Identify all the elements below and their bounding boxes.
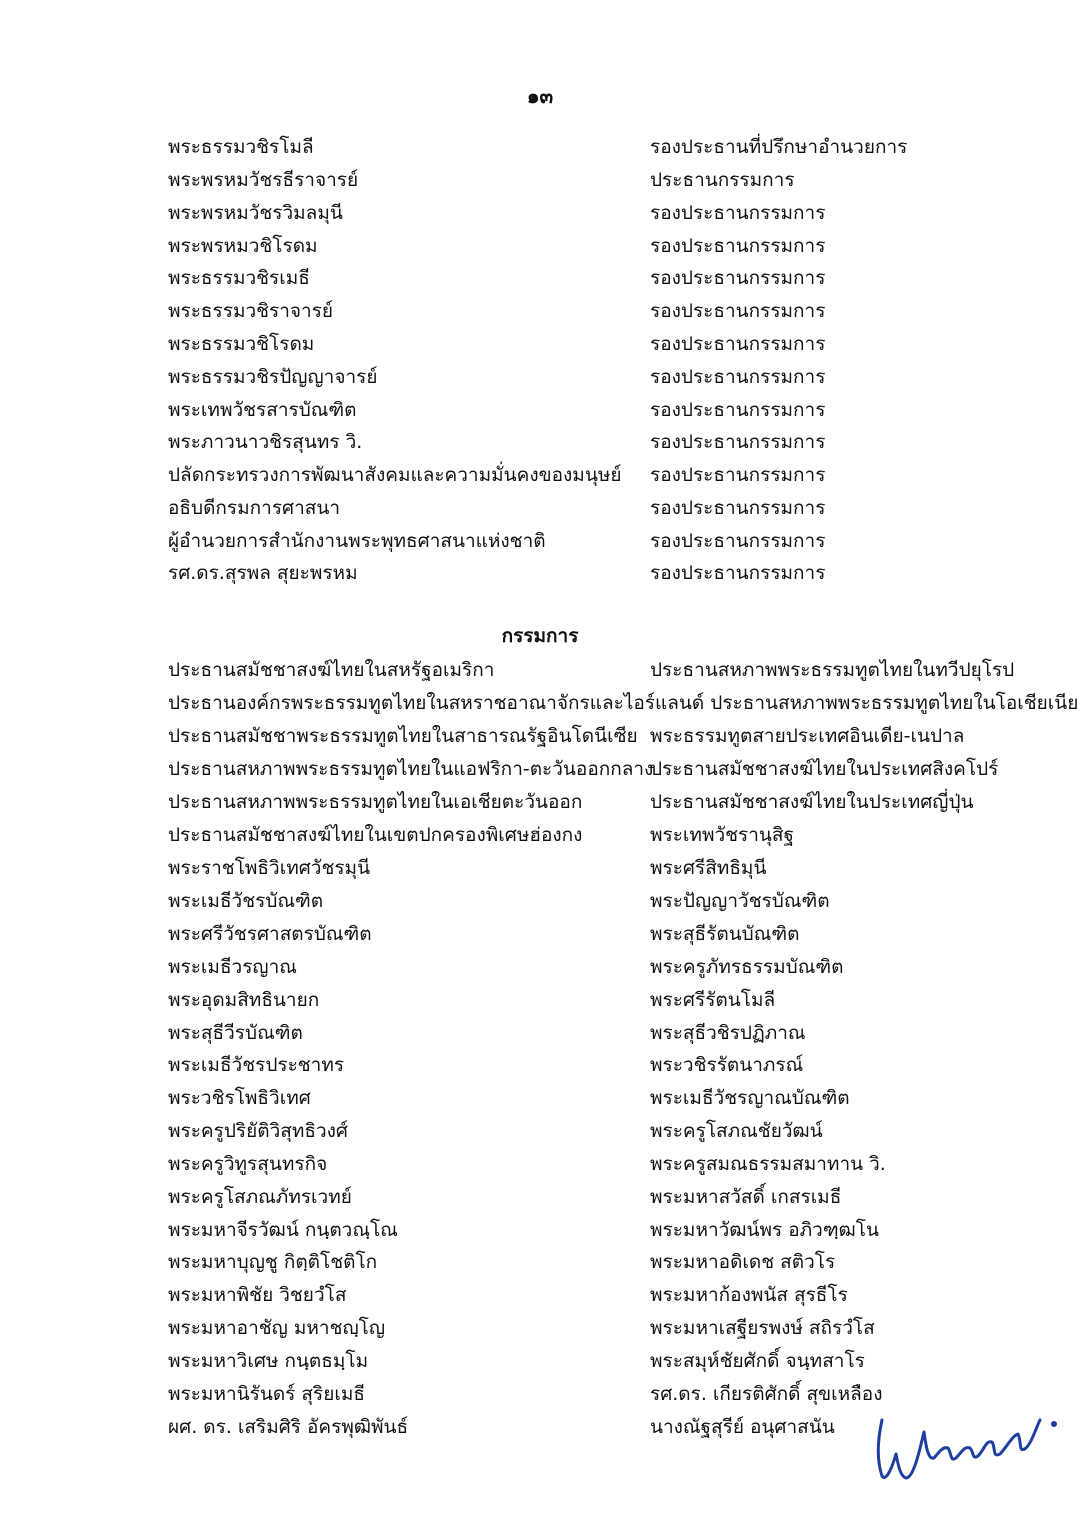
committee-member-right: พระสุธีวชิรปฏิภาณ — [650, 1022, 806, 1044]
leader-row — [168, 328, 1048, 361]
leader-name: พระพรหมวัชรวิมลมุนี — [168, 202, 343, 224]
committee-member-left: พระครูโสภณภัทรเวทย์ — [168, 1186, 352, 1208]
leader-name: พระธรรมวชิรปัญญาจารย์ — [168, 366, 378, 388]
committee-member-left: พระเมธีวรญาณ — [168, 956, 297, 978]
leader-row — [168, 394, 1048, 427]
committee-member-left: ประธานสหภาพพระธรรมทูตไทยในแอฟริกา-ตะวันออกกลาง — [168, 758, 654, 780]
committee-member-left: ประธานสหภาพพระธรรมทูตไทยในเอเชียตะวันออก — [168, 791, 583, 813]
leader-name: พระพรหมวชิโรดม — [168, 235, 318, 257]
committee-member-right: พระครูสมณธรรมสมาทาน วิ. — [650, 1153, 886, 1175]
committee-member-left: พระมหานิรันดร์ สุริยเมธี — [168, 1383, 365, 1405]
committee-member-left: พระมหาจีรวัฒน์ กนฺตวณฺโณ — [168, 1219, 398, 1241]
leader-name: อธิบดีกรมการศาสนา — [168, 497, 341, 519]
committee-member-right: ประธานสหภาพพระธรรมทูตไทยในทวีปยุโรป — [650, 659, 1015, 681]
page-number: ๑๓ — [526, 84, 554, 108]
committee-member-right: พระครูโสภณชัยวัฒน์ — [650, 1120, 823, 1142]
committee-member-right: นางณัฐสุรีย์ อนุศาสนัน — [650, 1416, 835, 1438]
leader-name: พระธรรมวชิราจารย์ — [168, 300, 334, 322]
committee-member-left: ประธานสมัชชาสงฆ์ไทยในเขตปกครองพิเศษฮ่องกง — [168, 824, 583, 846]
leader-row — [168, 525, 1048, 558]
committee-row — [168, 1017, 1048, 1050]
leader-row — [168, 361, 1048, 394]
committee-member-right: พระเทพวัชรานุสิฐ — [650, 824, 794, 846]
committee-heading: กรรมการ — [501, 625, 579, 647]
leader-name: พระพรหมวัชรธีราจารย์ — [168, 169, 359, 191]
committee-member-left: พระสุธีวีรบัณฑิต — [168, 1022, 303, 1044]
committee-member-left: ประธานสมัชชาสงฆ์ไทยในสหรัฐอเมริกา — [168, 659, 495, 681]
leader-role: รองประธานกรรมการ — [650, 300, 826, 322]
committee-row — [168, 918, 1048, 951]
leader-row — [168, 262, 1048, 295]
committee-row — [168, 819, 1048, 852]
leader-row — [168, 164, 1048, 197]
committee-row — [168, 786, 1048, 819]
leader-role: รองประธานกรรมการ — [650, 431, 826, 453]
committee-member-right: รศ.ดร. เกียรติศักดิ์ สุขเหลือง — [650, 1383, 883, 1405]
committee-member-left: พระวชิรโพธิวิเทศ — [168, 1087, 311, 1109]
committee-member-right: ประธานสมัชชาสงฆ์ไทยในประเทศญี่ปุ่น — [650, 791, 974, 813]
committee-row — [168, 951, 1048, 984]
leader-row — [168, 295, 1048, 328]
leader-row — [168, 557, 1048, 590]
committee-row — [168, 1312, 1048, 1345]
committee-member-right: พระเมธีวัชรญาณบัณฑิต — [650, 1087, 850, 1109]
committee-row — [168, 753, 1048, 786]
leader-row — [168, 131, 1048, 164]
leader-row — [168, 197, 1048, 230]
committee-member-left: พระมหาบุญชู กิตฺติโชติโก — [168, 1251, 378, 1273]
committee-member-right: พระศรีสิทธิมุนี — [650, 857, 767, 879]
committee-row-full: ประธานองค์กรพระธรรมทูตไทยในสหราชอาณาจักรและไอร์แลนด์ ประธานสหภาพพระธรรมทูตไทยในโอเชียเนีย — [168, 692, 1079, 714]
committee-row — [168, 1115, 1048, 1148]
committee-member-left: พระเมธีวัชรประชาทร — [168, 1054, 345, 1076]
committee-row — [168, 720, 1048, 753]
committee-member-right: พระมหาก้องพนัส สุรธีโร — [650, 1284, 848, 1306]
committee-member-right: ประธานสมัชชาสงฆ์ไทยในประเทศสิงคโปร์ — [650, 758, 999, 780]
leader-row — [168, 426, 1048, 459]
committee-member-right: พระมหาอดิเดช สติวโร — [650, 1251, 836, 1273]
leader-role: รองประธานกรรมการ — [650, 399, 826, 421]
committee-member-right: พระมหาเสฐียรพงษ์ สถิรวํโส — [650, 1317, 875, 1339]
committee-member-right: พระสมุห์ชัยศักดิ์ จนฺทสาโร — [650, 1350, 865, 1372]
leader-role: รองประธานกรรมการ — [650, 366, 826, 388]
leader-role: ประธานกรรมการ — [650, 169, 795, 191]
committee-member-left: พระเมธีวัชรบัณฑิต — [168, 890, 324, 912]
committee-row — [168, 1148, 1048, 1181]
leader-role: รองประธานกรรมการ — [650, 497, 826, 519]
leader-role: รองประธานกรรมการ — [650, 235, 826, 257]
committee-member-right: พระปัญญาวัชรบัณฑิต — [650, 890, 830, 912]
committee-member-left: พระมหาวิเศษ กนฺตธมฺโม — [168, 1350, 369, 1372]
leader-role: รองประธานกรรมการ — [650, 267, 826, 289]
committee-member-left: ผศ. ดร. เสริมศิริ อัครพุฒิพันธ์ — [168, 1416, 409, 1438]
leader-role: รองประธานกรรมการ — [650, 464, 826, 486]
committee-member-left: พระศรีวัชรศาสตรบัณฑิต — [168, 923, 372, 945]
committee-row — [168, 1049, 1048, 1082]
committee-member-right: พระธรรมทูตสายประเทศอินเดีย-เนปาล — [650, 725, 965, 747]
committee-member-left: พระมหาอาชัญ มหาชญฺโญ — [168, 1317, 386, 1339]
committee-member-right: พระศรีรัตนโมลี — [650, 989, 776, 1011]
leader-role: รองประธานกรรมการ — [650, 333, 826, 355]
committee-row — [168, 1181, 1048, 1214]
leader-row — [168, 230, 1048, 263]
committee-member-right: พระมหาวัฒน์พร อภิวฑฺฒโน — [650, 1219, 879, 1241]
committee-member-left: พระครูวิทูรสุนทรกิจ — [168, 1153, 328, 1175]
committee-member-left: ประธานสมัชชาพระธรรมทูตไทยในสาธารณรัฐอินโดนีเซีย — [168, 725, 638, 747]
committee-row — [168, 1345, 1048, 1378]
committee-row — [168, 1214, 1048, 1247]
committee-member-left: พระมหาพิชัย วิชยวํโส — [168, 1284, 347, 1306]
leader-name: รศ.ดร.สุรพล สุยะพรหม — [168, 562, 358, 584]
committee-member-left: พระอุดมสิทธินายก — [168, 989, 320, 1011]
committee-row — [168, 885, 1048, 918]
committee-row — [168, 984, 1048, 1017]
leader-name: พระธรรมวชิรโมลี — [168, 136, 314, 158]
committee-member-left: พระครูปริยัติวิสุทธิวงศ์ — [168, 1120, 348, 1142]
committee-row — [168, 654, 1048, 687]
committee-row — [168, 852, 1048, 885]
leader-name: ปลัดกระทรวงการพัฒนาสังคมและความมั่นคงของมนุษย์ — [168, 464, 622, 486]
leader-role: รองประธานกรรมการ — [650, 530, 826, 552]
leader-role: รองประธานกรรมการ — [650, 202, 826, 224]
leader-name: พระธรรมวชิรเมธี — [168, 267, 310, 289]
leader-row — [168, 492, 1048, 525]
leader-name: พระภาวนาวชิรสุนทร วิ. — [168, 431, 363, 453]
leader-name: พระเทพวัชรสารบัณฑิต — [168, 399, 357, 421]
leader-role: รองประธานที่ปรึกษาอำนวยการ — [650, 136, 908, 158]
leader-name: พระธรรมวชิโรดม — [168, 333, 315, 355]
committee-row — [168, 1246, 1048, 1279]
committee-member-right: พระสุธีรัตนบัณฑิต — [650, 923, 800, 945]
committee-row — [168, 1279, 1048, 1312]
committee-row — [168, 1082, 1048, 1115]
leader-row — [168, 459, 1048, 492]
committee-member-right: พระวชิรรัตนาภรณ์ — [650, 1054, 804, 1076]
committee-member-left: พระราชโพธิวิเทศวัชรมุนี — [168, 857, 371, 879]
leader-role: รองประธานกรรมการ — [650, 562, 826, 584]
leader-name: ผู้อำนวยการสำนักงานพระพุทธศาสนาแห่งชาติ — [168, 530, 546, 552]
signature — [868, 1398, 1068, 1488]
committee-member-right: พระครูภัทรธรรมบัณฑิต — [650, 956, 844, 978]
committee-member-right: พระมหาสวัสดิ์ เกสรเมธี — [650, 1186, 842, 1208]
